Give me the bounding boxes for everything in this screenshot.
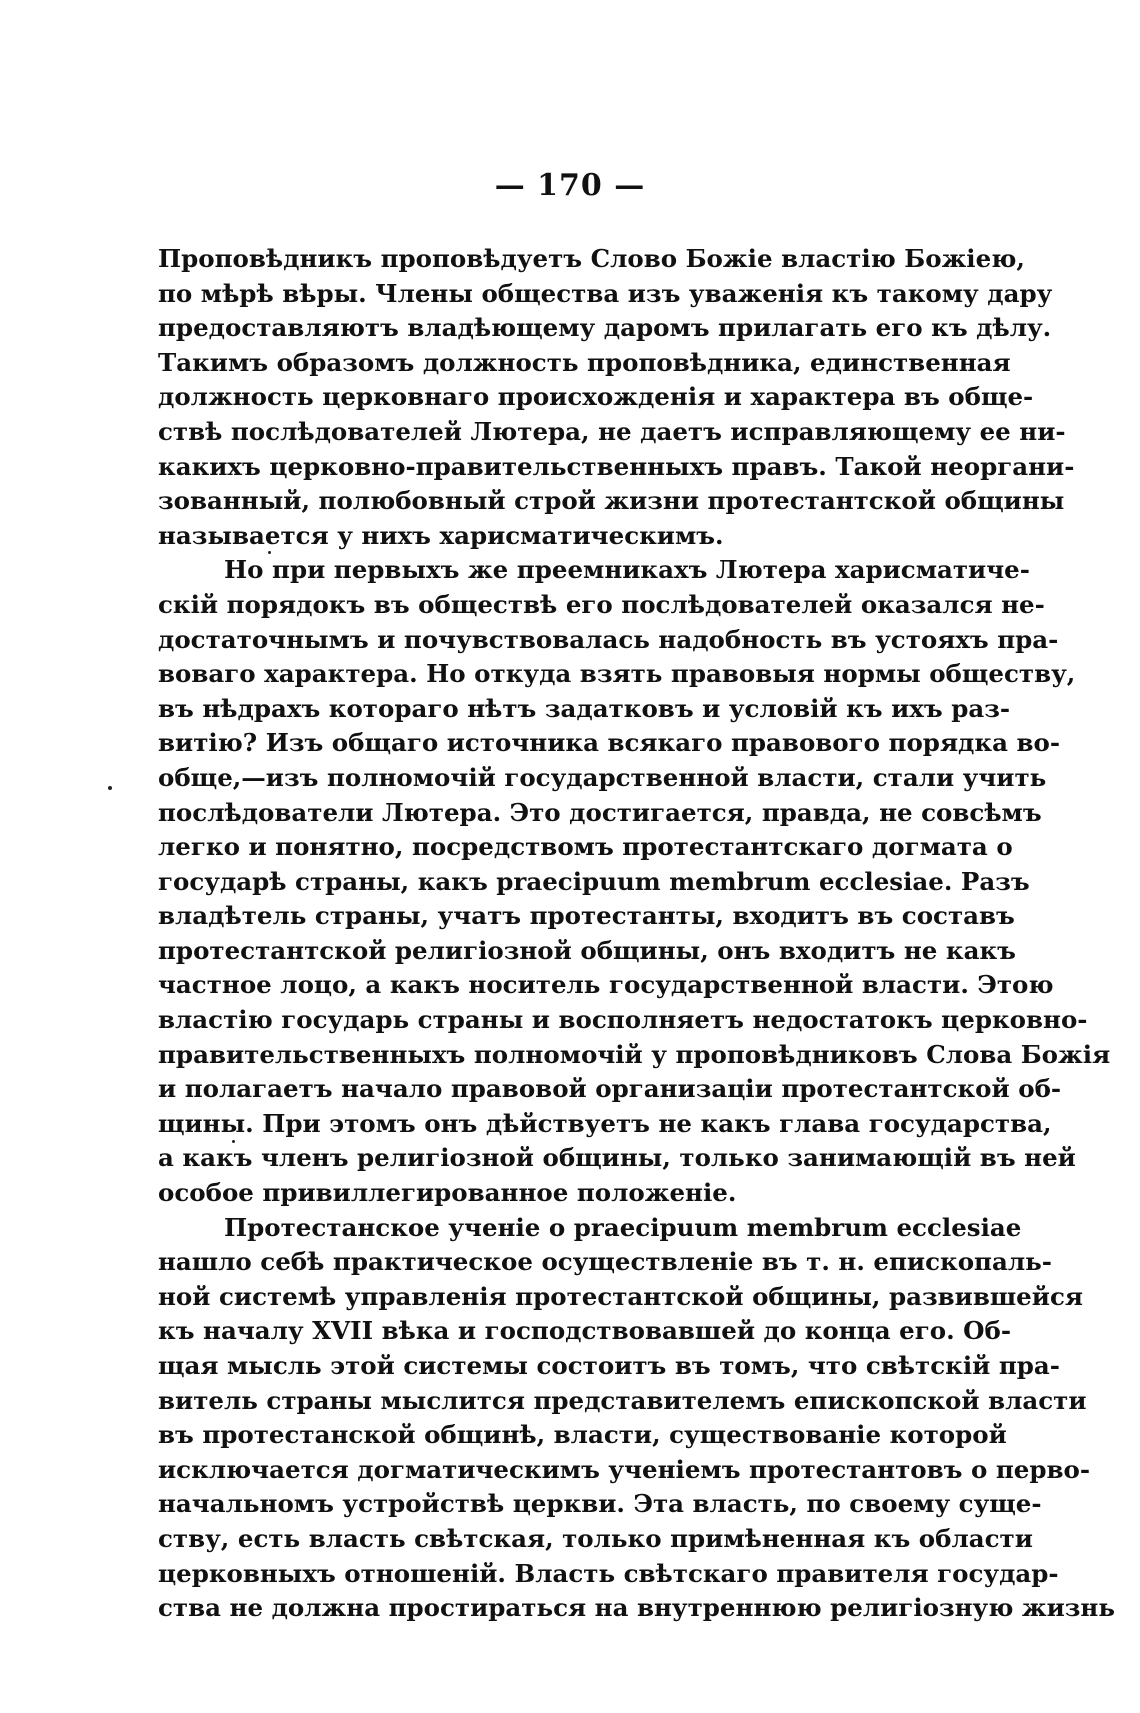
page-number: — 170 — bbox=[494, 168, 646, 203]
text-line: Протестанское ученіе о praecipuum membrum ecclesiae bbox=[224, 1212, 1022, 1242]
text-line: правительственныхъ полномочій у проповѣдниковъ Слова Божія bbox=[158, 1039, 1111, 1069]
text-line: скій порядокъ въ обществѣ его послѣдователей оказался не- bbox=[158, 589, 1045, 619]
body-text bbox=[158, 242, 1115, 1626]
text-line: обще,—изъ полномочій государственной власти, стали учить bbox=[158, 762, 1047, 792]
text-line: исключается догматическимъ ученіемъ протестантовъ о перво- bbox=[158, 1454, 1091, 1484]
speck-mark bbox=[232, 1140, 235, 1143]
speck-mark bbox=[108, 786, 112, 790]
text-line: Проповѣдникъ проповѣдуетъ Слово Божіе властію Божіею, bbox=[158, 244, 1025, 273]
text-line: витель страны мыслится представителемъ епископской власти bbox=[158, 1385, 1087, 1415]
text-line: а какъ членъ религіозной общины, только занимающій въ ней bbox=[158, 1143, 1076, 1173]
text-line: къ началу XVII вѣка и господствовавшей до конца его. Об- bbox=[158, 1316, 1012, 1346]
text-line: зованный, полюбовный строй жизни протестантской общины bbox=[158, 486, 1065, 516]
text-line: послѣдователи Лютера. Это достигается, правда, не совсѣмъ bbox=[158, 797, 1042, 827]
text-line: легко и понятно, посредствомъ протестантскаго догмата о bbox=[158, 832, 1013, 862]
text-line: щая мысль этой системы состоитъ въ томъ, что свѣтскій пра- bbox=[158, 1351, 1060, 1380]
text-line: ства не должна простираться на внутреннюю религіозную жизнь bbox=[158, 1593, 1115, 1623]
text-line: нашло себѣ практическое осуществленіе въ т. н. епископаль- bbox=[158, 1247, 1052, 1277]
text-line: особое привиллегированное положеніе. bbox=[158, 1178, 737, 1208]
text-line: ству, есть власть свѣтская, только примѣненная къ области bbox=[158, 1523, 1033, 1553]
text-line: Такимъ образомъ должность проповѣдника, единственная bbox=[158, 347, 1011, 377]
text-line: по мѣрѣ вѣры. Члены общества изъ уваженія къ такому дару bbox=[158, 278, 1053, 308]
text-line: въ протестанской общинѣ, власти, существованіе которой bbox=[158, 1420, 1007, 1450]
text-line: государѣ страны, какъ praecipuum membrum ecclesiae. Разъ bbox=[158, 866, 1030, 896]
text-line: должность церковнаго происхожденія и характера въ обще- bbox=[158, 382, 1034, 412]
text-line: частное лоцо, а какъ носитель государственной власти. Этою bbox=[158, 970, 1054, 1000]
text-line: достаточнымъ и почувствовалась надобность въ устояхъ пра- bbox=[158, 624, 1059, 654]
text-line: властію государь страны и восполняетъ недостатокъ церковно- bbox=[158, 1005, 1088, 1035]
text-line: и полагаетъ начало правовой организаціи протестантской об- bbox=[158, 1074, 1062, 1104]
text-line: Но при первыхъ же преемникахъ Лютера харисматиче- bbox=[224, 555, 1030, 585]
text-line: воваго характера. Но откуда взять правовыя нормы обществу, bbox=[158, 659, 1076, 689]
text-line: какихъ церковно-правительственныхъ правъ. Такой неоргани- bbox=[158, 451, 1075, 481]
text-line: владѣтель страны, учатъ протестанты, входитъ въ составъ bbox=[158, 901, 1015, 931]
speck-mark bbox=[268, 551, 271, 554]
text-line: ствѣ послѣдователей Лютера, не даетъ исправляющему ее ни- bbox=[158, 416, 1066, 446]
text-line: предоставляютъ владѣющему даромъ прилагать его къ дѣлу. bbox=[158, 313, 1052, 343]
text-line: въ нѣдрахъ котораго нѣтъ задатковъ и условій къ ихъ раз- bbox=[158, 693, 1011, 723]
text-line: ной системѣ управленія протестантской общины, развившейся bbox=[158, 1281, 1083, 1311]
text-line: щины. При этомъ онъ дѣйствуетъ не какъ глава государства, bbox=[158, 1108, 1052, 1138]
text-line: церковныхъ отношеній. Власть свѣтскаго правителя государ- bbox=[158, 1558, 1059, 1588]
text-line: называется у нихъ харисматическимъ. bbox=[158, 520, 724, 550]
text-line: протестантской религіозной общины, онъ входитъ не какъ bbox=[158, 935, 1016, 965]
text-line: начальномъ устройствѣ церкви. Эта власть, по своему суще- bbox=[158, 1489, 1042, 1519]
text-line: витію? Изъ общаго источника всякаго правового порядка во- bbox=[158, 728, 1061, 758]
